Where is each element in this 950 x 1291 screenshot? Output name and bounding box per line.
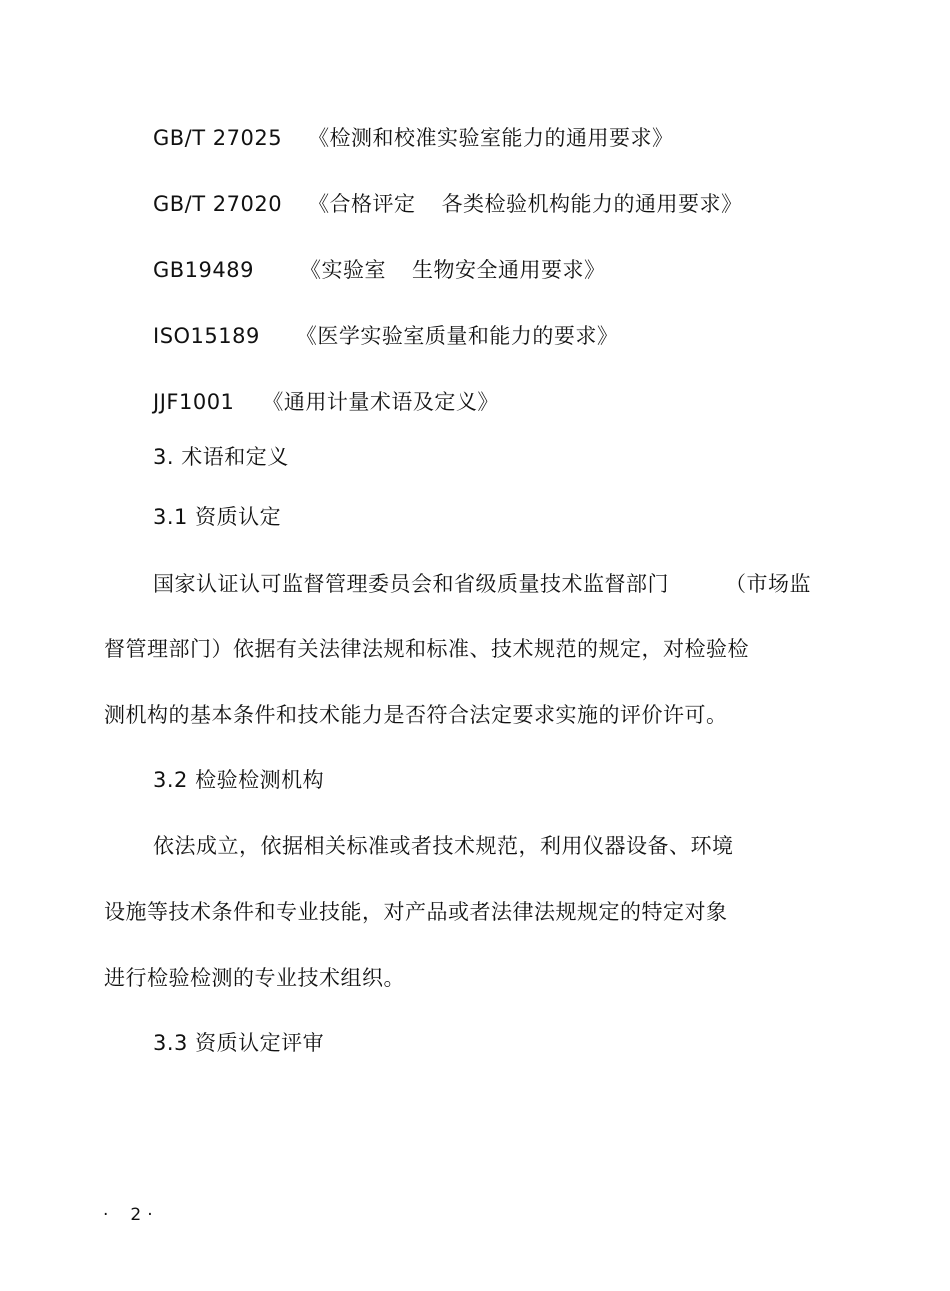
reference-title: 《检测和校准实验室能力的通用要求》 bbox=[308, 126, 674, 150]
reference-title: 《通用计量术语及定义》 bbox=[262, 390, 499, 414]
reference-line-gbt27025 bbox=[153, 124, 674, 152]
section-3-1-paragraph-line-2: 督管理部门）依据有关法律法规和标准、技术规范的规定，对检验检 bbox=[104, 637, 749, 661]
reference-title: 《合格评定 bbox=[308, 192, 416, 216]
footer-dot-left: · bbox=[103, 1205, 109, 1225]
reference-line-gb19489 bbox=[153, 256, 605, 284]
reference-code: GB/T 27020 bbox=[153, 192, 283, 216]
section-3-1-paragraph-line-1 bbox=[153, 570, 811, 598]
reference-code: GB19489 bbox=[153, 258, 254, 282]
section-3-2-heading: 3.2 检验检测机构 bbox=[153, 768, 325, 792]
reference-line-jjf1001 bbox=[153, 388, 499, 416]
reference-line-iso15189 bbox=[153, 322, 618, 350]
footer-dot-right: · bbox=[147, 1205, 153, 1225]
reference-title: 《医学实验室质量和能力的要求》 bbox=[295, 324, 619, 348]
section-3-1-paragraph-line-3: 测机构的基本条件和技术能力是否符合法定要求实施的评价许可。 bbox=[104, 703, 728, 727]
reference-code: GB/T 27025 bbox=[153, 126, 283, 150]
reference-title-continued: 生物安全通用要求》 bbox=[411, 258, 606, 282]
reference-line-gbt27020 bbox=[153, 190, 743, 218]
section-3-heading: 3. 术语和定义 bbox=[153, 445, 289, 469]
section-3-3-heading: 3.3 资质认定评审 bbox=[153, 1031, 325, 1055]
page-number: 2 bbox=[130, 1205, 142, 1225]
reference-code: JJF1001 bbox=[153, 390, 235, 414]
paragraph-text-continued: （市场监 bbox=[725, 572, 811, 596]
reference-code: ISO15189 bbox=[153, 324, 260, 348]
reference-title: 《实验室 bbox=[299, 258, 386, 282]
section-3-1-heading: 3.1 资质认定 bbox=[153, 505, 282, 529]
section-3-2-paragraph-line-2: 设施等技术条件和专业技能，对产品或者法律法规规定的特定对象 bbox=[104, 900, 728, 924]
paragraph-text: 国家认证认可监督管理委员会和省级质量技术监督部门 bbox=[153, 572, 669, 596]
section-3-2-paragraph-line-1: 依法成立，依据相关标准或者技术规范，利用仪器设备、环境 bbox=[153, 834, 734, 858]
reference-title-continued: 各类检验机构能力的通用要求》 bbox=[441, 192, 743, 216]
page-footer bbox=[103, 1204, 153, 1226]
section-3-2-paragraph-line-3: 进行检验检测的专业技术组织。 bbox=[104, 966, 405, 990]
